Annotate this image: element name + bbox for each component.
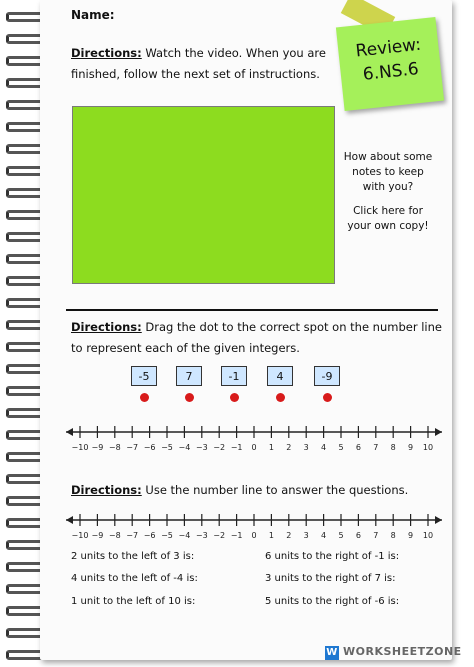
- draggable-dot[interactable]: [323, 393, 332, 402]
- sticky-standard: 6.NS.6: [361, 59, 420, 85]
- logo-text: WORKSHEETZONE: [343, 645, 462, 658]
- draggable-dot[interactable]: [185, 393, 194, 402]
- tick-label: 7: [373, 531, 379, 540]
- tick-label: 3: [303, 531, 309, 540]
- worksheetzone-logo: [325, 645, 462, 660]
- question-right-2: 3 units to the right of 7 is:: [265, 573, 396, 584]
- tick-label: −5: [161, 531, 173, 540]
- tick-label: 4: [321, 443, 327, 452]
- integer-box: -1: [221, 366, 247, 386]
- draggable-dot[interactable]: [140, 393, 149, 402]
- integer-box: 7: [176, 366, 202, 386]
- tick-label: 0: [251, 531, 257, 540]
- tick-label: −10: [71, 443, 89, 452]
- notes-line-1: How about some: [343, 151, 433, 163]
- review-sticky-note: [336, 17, 444, 111]
- notes-line-3: with you?: [362, 181, 414, 193]
- draggable-dot[interactable]: [230, 393, 239, 402]
- notes-line-5: your own copy!: [347, 220, 429, 232]
- tick-label: 6: [355, 443, 361, 452]
- tick-label: 9: [408, 443, 414, 452]
- tick-label: −6: [143, 443, 156, 452]
- directions-text-2: finished, follow the next set of instructions.: [71, 67, 320, 81]
- tick-label: −1: [230, 531, 243, 540]
- sticky-title: Review:: [354, 34, 422, 62]
- draggable-dot[interactable]: [276, 393, 285, 402]
- question-right-1: 6 units to the right of -1 is:: [265, 551, 400, 562]
- question-left-3: 1 unit to the left of 10 is:: [71, 596, 196, 607]
- tick-label: −3: [195, 531, 208, 540]
- tick-label: 5: [338, 531, 344, 540]
- tick-label: −8: [108, 443, 121, 452]
- tick-label: −9: [91, 443, 104, 452]
- tick-label: −8: [108, 531, 121, 540]
- tick-label: 0: [251, 443, 257, 452]
- tick-label: −6: [143, 531, 156, 540]
- tick-label: −10: [71, 531, 89, 540]
- tick-label: −4: [178, 443, 191, 452]
- tick-label: −3: [195, 443, 208, 452]
- tick-label: −2: [213, 531, 226, 540]
- tick-label: 8: [390, 531, 396, 540]
- tick-label: 6: [355, 531, 361, 540]
- directions-video: [71, 43, 326, 85]
- arrow-head: [435, 516, 442, 524]
- tick-label: 9: [408, 531, 414, 540]
- tick-label: 3: [303, 443, 309, 452]
- directions-drag: [71, 317, 442, 359]
- arrow-head: [66, 428, 73, 436]
- tick-label: 4: [321, 531, 327, 540]
- arrow-head: [66, 516, 73, 524]
- tick-label: −1: [230, 443, 243, 452]
- directions-label: Directions:: [71, 46, 142, 60]
- notes-line-2: notes to keep: [352, 166, 424, 178]
- tick-label: 2: [286, 443, 292, 452]
- tick-label: −9: [91, 531, 104, 540]
- question-left-1: 2 units to the left of 3 is:: [71, 551, 195, 562]
- section-divider: [66, 309, 438, 311]
- directions-questions: [71, 480, 408, 501]
- tick-label: 8: [390, 443, 396, 452]
- tick-label: 10: [422, 531, 434, 540]
- integer-box: -9: [314, 366, 340, 386]
- integer-box: 4: [267, 366, 293, 386]
- directions-questions-text: Use the number line to answer the questions.: [145, 483, 409, 497]
- number-line-drag: [64, 420, 444, 460]
- tick-label: −7: [126, 531, 139, 540]
- notes-link[interactable]: [343, 150, 433, 243]
- tick-label: 1: [268, 531, 274, 540]
- directions-text-1: Watch the video. When you are: [145, 46, 326, 60]
- directions-label-2: Directions:: [71, 320, 142, 334]
- notes-line-4: Click here for: [353, 205, 423, 217]
- number-line-reference: [64, 508, 444, 548]
- directions-drag-1: Drag the dot to the correct spot on the number line: [145, 320, 442, 334]
- arrow-head: [435, 428, 442, 436]
- tick-label: −4: [178, 531, 191, 540]
- directions-drag-2: to represent each of the given integers.: [71, 341, 300, 355]
- tick-label: −5: [161, 443, 173, 452]
- question-right-3: 5 units to the right of -6 is:: [265, 596, 400, 607]
- question-left-2: 4 units to the left of -4 is:: [71, 573, 198, 584]
- tick-label: 5: [338, 443, 344, 452]
- tick-label: 10: [422, 443, 434, 452]
- integer-box: -5: [131, 366, 157, 386]
- directions-label-3: Directions:: [71, 483, 142, 497]
- tick-label: −2: [213, 443, 226, 452]
- tick-label: 7: [373, 443, 379, 452]
- video-player[interactable]: [72, 106, 335, 284]
- tick-label: 1: [268, 443, 274, 452]
- tick-label: 2: [286, 531, 292, 540]
- logo-mark: W: [326, 647, 338, 658]
- name-label: Name:: [71, 8, 115, 22]
- tick-label: −7: [126, 443, 139, 452]
